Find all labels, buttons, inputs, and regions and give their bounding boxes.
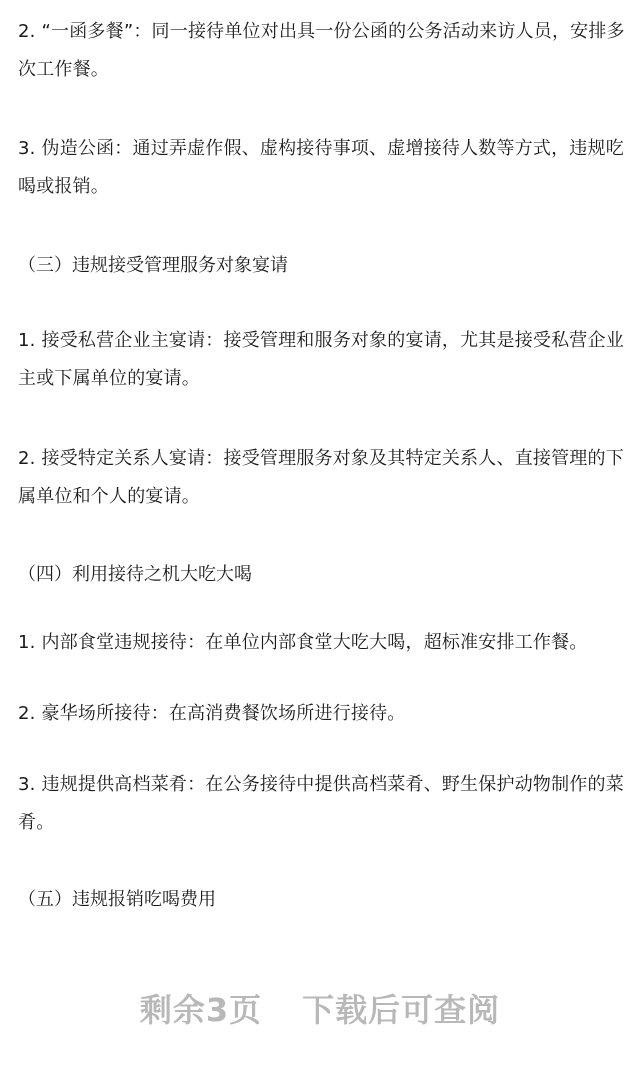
paragraph-high-end-dishes: 3. 违规提供高档菜肴：在公务接待中提供高档菜肴、野生保护动物制作的菜肴。 [18, 774, 624, 833]
download-to-view-label: 下载后可查阅 [302, 991, 501, 1029]
paragraph-specific-relation-banquet: 2. 接受特定关系人宴请：接受管理服务对象及其特定关系人、直接管理的下属单位和个人的宴请。 [18, 448, 624, 507]
section-heading-5: （五）违规报销吃喝费用 [18, 889, 216, 910]
paragraph-one-letter-multiple-meals: 2. “一函多餐”：同一接待单位对出具一份公函的公务活动来访人员，安排多次工作餐。 [18, 21, 625, 80]
paragraph-canteen-reception: 1. 内部食堂违规接待：在单位内部食堂大吃大喝，超标准安排工作餐。 [18, 632, 588, 653]
paragraph-luxury-venue: 2. 豪华场所接待：在高消费餐饮场所进行接待。 [18, 703, 406, 724]
remaining-pages-label: 剩余3页 [139, 991, 263, 1029]
section-heading-3: （三）违规接受管理服务对象宴请 [18, 255, 288, 276]
paragraph-private-business-banquet: 1. 接受私营企业主宴请：接受管理和服务对象的宴请，尤其是接受私营企业主或下属单位的宴请。 [18, 330, 624, 389]
download-prompt[interactable] [0, 985, 640, 1031]
section-heading-4: （四）利用接待之机大吃大喝 [18, 564, 252, 585]
paragraph-forged-letter: 3. 伪造公函：通过弄虚作假、虚构接待事项、虚增接待人数等方式，违规吃喝或报销。 [18, 138, 624, 197]
